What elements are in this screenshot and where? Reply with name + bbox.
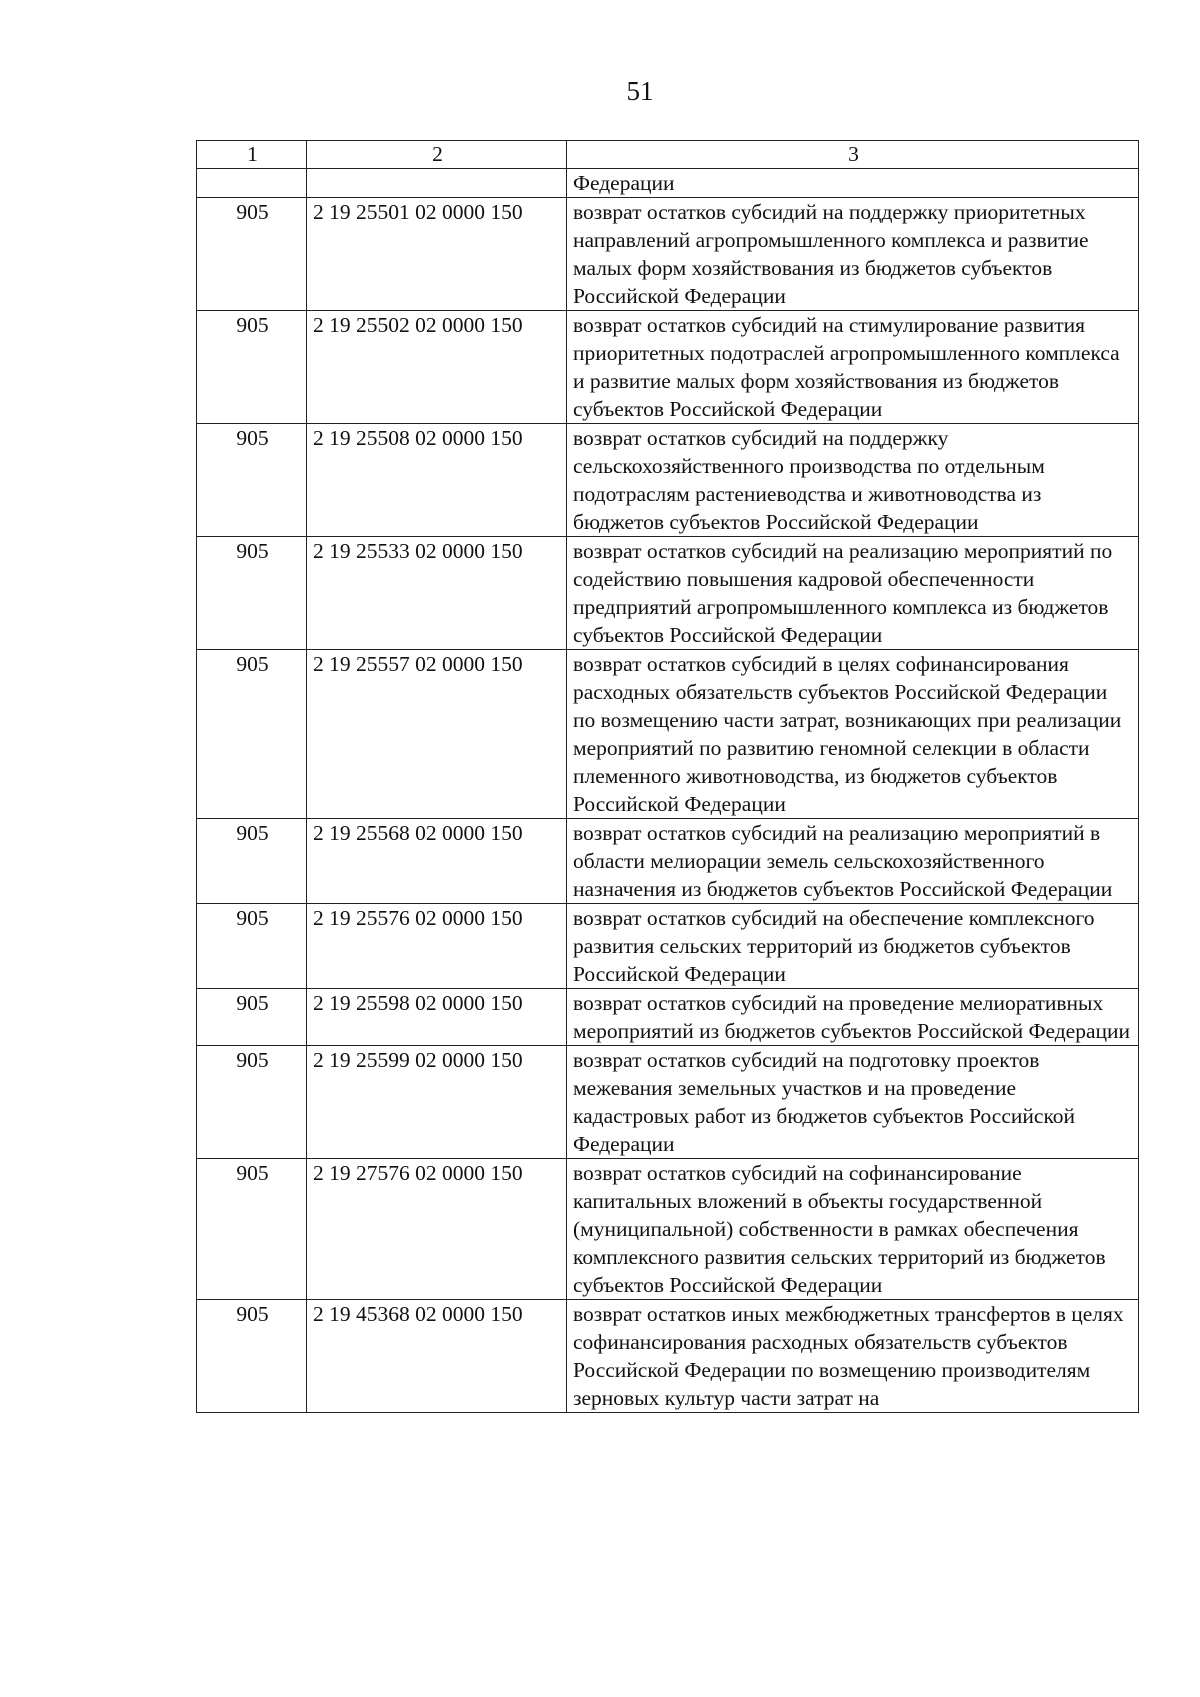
admin-code: 905 (197, 989, 307, 1046)
column-header-3: 3 (567, 141, 1139, 169)
budget-code: 2 19 25508 02 0000 150 (307, 424, 567, 537)
description: возврат остатков субсидий в целях софинансирования расходных обязательств субъектов Российской Федерации по возмещению части затрат, возникающих при реализации мероприятий по развитию геномной селекции в области племенного животноводства, из бюджетов субъектов Российской Федерации (567, 650, 1139, 819)
table-row (197, 537, 1139, 650)
description: возврат остатков субсидий на проведение мелиоративных мероприятий из бюджетов субъектов Российской Федерации (567, 989, 1139, 1046)
admin-code: 905 (197, 1046, 307, 1159)
column-header-2: 2 (307, 141, 567, 169)
budget-code: 2 19 25598 02 0000 150 (307, 989, 567, 1046)
budget-code: 2 19 25557 02 0000 150 (307, 650, 567, 819)
description: возврат остатков субсидий на поддержку приоритетных направлений агропромышленного комплекса и развитие малых форм хозяйствования из бюджетов субъектов Российской Федерации (567, 198, 1139, 311)
description: возврат остатков субсидий на обеспечение комплексного развития сельских территорий из бюджетов субъектов Российской Федерации (567, 904, 1139, 989)
admin-code: 905 (197, 311, 307, 424)
table-row (197, 819, 1139, 904)
table-row (197, 1046, 1139, 1159)
admin-code: 905 (197, 904, 307, 989)
admin-code: 905 (197, 1159, 307, 1300)
budget-code: 2 19 25568 02 0000 150 (307, 819, 567, 904)
table-row (197, 650, 1139, 819)
admin-code: 905 (197, 424, 307, 537)
admin-code: 905 (197, 819, 307, 904)
table-row (197, 198, 1139, 311)
table-row (197, 311, 1139, 424)
budget-code: 2 19 45368 02 0000 150 (307, 1300, 567, 1413)
budget-code: 2 19 25501 02 0000 150 (307, 198, 567, 311)
description: возврат остатков субсидий на реализацию мероприятий в области мелиорации земель сельскохозяйственного назначения из бюджетов субъектов Российской Федерации (567, 819, 1139, 904)
admin-code: 905 (197, 1300, 307, 1413)
table-row (197, 989, 1139, 1046)
description: возврат остатков иных межбюджетных трансфертов в целях софинансирования расходных обязательств субъектов Российской Федерации по возмещению производителям зерновых культур части затрат на (567, 1300, 1139, 1413)
page-number: 51 (626, 76, 654, 106)
continuation-text: Федерации (567, 169, 1139, 198)
continuation-admin-cell (197, 169, 307, 198)
description: возврат остатков субсидий на поддержку сельскохозяйственного производства по отдельным подотраслям растениеводства и животноводства из бюджетов субъектов Российской Федерации (567, 424, 1139, 537)
description: возврат остатков субсидий на реализацию мероприятий по содействию повышения кадровой обеспеченности предприятий агропромышленного комплекса из бюджетов субъектов Российской Федерации (567, 537, 1139, 650)
admin-code: 905 (197, 198, 307, 311)
budget-codes-table (196, 140, 1139, 1413)
description: возврат остатков субсидий на подготовку проектов межевания земельных участков и на проведение кадастровых работ из бюджетов субъектов Российской Федерации (567, 1046, 1139, 1159)
budget-code: 2 19 25533 02 0000 150 (307, 537, 567, 650)
description: возврат остатков субсидий на стимулирование развития приоритетных подотраслей агропромышленного комплекса и развитие малых форм хозяйствования из бюджетов субъектов Российской Федерации (567, 311, 1139, 424)
table-header-row (197, 141, 1139, 169)
table-row (197, 424, 1139, 537)
budget-code: 2 19 27576 02 0000 150 (307, 1159, 567, 1300)
budget-code: 2 19 25502 02 0000 150 (307, 311, 567, 424)
budget-code: 2 19 25576 02 0000 150 (307, 904, 567, 989)
admin-code: 905 (197, 650, 307, 819)
table-row (197, 1300, 1139, 1413)
table-row (197, 904, 1139, 989)
admin-code: 905 (197, 537, 307, 650)
table-row (197, 1159, 1139, 1300)
budget-code: 2 19 25599 02 0000 150 (307, 1046, 567, 1159)
continuation-row (197, 169, 1139, 198)
continuation-code-cell (307, 169, 567, 198)
column-header-1: 1 (197, 141, 307, 169)
description: возврат остатков субсидий на софинансирование капитальных вложений в объекты государственной (муниципальной) собственности в рамках обеспечения комплексного развития сельских территорий из бюджетов субъектов Российской Федерации (567, 1159, 1139, 1300)
